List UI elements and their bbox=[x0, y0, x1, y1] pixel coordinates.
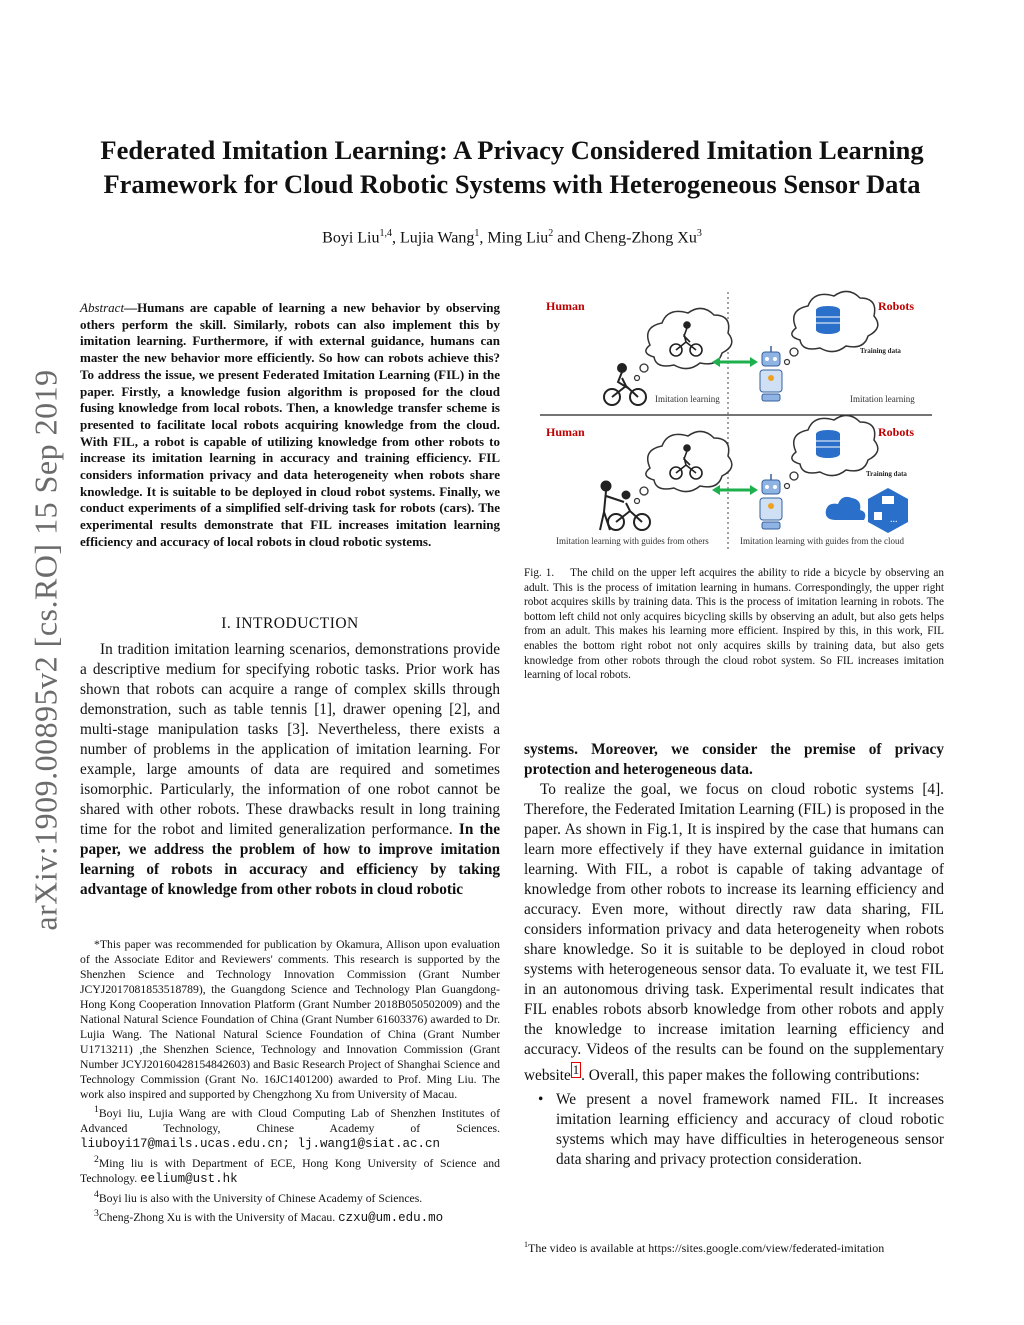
label-human-bottom: Human bbox=[546, 425, 585, 439]
database-icon bbox=[816, 306, 840, 334]
bullet-icon: • bbox=[538, 1091, 544, 1109]
ellipsis-icon: ... bbox=[890, 514, 898, 525]
list-item: • We present a novel framework named FIL. It increases imitation learning efficiency and accuracy of cloud robotic systems which may have difficulties in heterogeneous sensor data sharing and privacy protection consideration. bbox=[538, 1091, 944, 1169]
paragraph: To realize the goal, we focus on cloud robotic systems [4]. Therefore, the Federated Imitation Learning (FIL) is proposed in the paper. As shown in Fig.1, It is inspired by the case that humans can learn more effectively if they have external guidance in imitation learning. With FIL, a robot is capable of taking advantage of knowledge from other robots to increase its learning efficiency and accuracy. Even more, without directly raw data sharing, FIL considers information privacy and data heterogeneity when robots share knowledge. So it is suitable to be deployed in cloud robot systems with heterogeneous sensor data. To evaluate it, we test FIL in an autonomous driving task. Experimental result indicates that FIL enables robots absorb knowledge from other robots and apply the knowledge to increase imitation learning efficiency and accuracy. Videos of the results can be found on the supplementary website $^1$ . Overall, this paper makes the following contributions: bbox=[524, 781, 944, 1085]
author-affiliation: 3 bbox=[696, 228, 702, 239]
author-affiliation: 1,4 bbox=[379, 228, 392, 239]
author-affiliation: 2 bbox=[548, 228, 554, 239]
arxiv-sidebar bbox=[26, 350, 66, 950]
author-name: , Ming Liu bbox=[479, 229, 549, 247]
email: liuboyi17@mails.ucas.edu.cn; lj.wang1@siat.ac.cn bbox=[80, 1136, 441, 1151]
arxiv-identifier: arXiv:1909.00895v2 [cs.RO] 15 Sep 2019 bbox=[27, 369, 64, 931]
caption-text: The child on the upper left acquires the ability to ride a bicycle by observing an adult. This is the process of imitation learning in humans. Correspondingly, the upper right robot acquires skills by training data. This is the process of imitation learning in robots. The bottom left child not only acquires bicycling skills by observing an adult, but also gets helps from an adult. This makes his learning more efficient. Inspired by this, in this work, FIL enables the bottom right robot not only acquires skills by training data, but also gets knowledge from other robots through the cloud robot system. So FIL increases imitation learning of local robots. bbox=[524, 567, 944, 682]
figure-caption bbox=[524, 566, 944, 683]
paper-title bbox=[60, 133, 964, 201]
figure-1-diagram bbox=[540, 290, 932, 552]
footnote-link[interactable]: 1 bbox=[572, 1063, 580, 1077]
abstract-dash: — bbox=[124, 300, 138, 315]
label-human-top: Human bbox=[546, 299, 585, 313]
figure-1 bbox=[540, 290, 932, 552]
label-guides-right: Imitation learning with guides from the cloud bbox=[740, 536, 904, 546]
author-name: Boyi Liu bbox=[322, 229, 380, 247]
contribution-list bbox=[524, 1090, 944, 1170]
intro-plain: In tradition imitation learning scenarios, demonstrations provide a descriptive medium for specifying robotic tasks. Prior work has shown that robots can acquire a range of complex skills through demonstration, such as table tennis [1], drawer opening [2], and multi-stage manipulation tasks [3]. Nevertheless, there exists a number of problems in the application of imitation learning. For example, large amounts of data are required and sometimes isomorphic. Particularly, the information of one robot cannot be shared with other robots. These drawbacks result in long training time for the robot and limited generalization performance. bbox=[80, 641, 500, 838]
intro-bold: In the paper, we address the problem of how to improve imitation learning of robots in accuracy and efficiency by taking advantage of knowledge from other robots in cloud robotic bbox=[80, 821, 500, 898]
footnote-affiliation-1: $^1$Boyi liu, Lujia Wang are with Cloud Computing Lab of Shenzhen Institutes of Advanced Technology, Chinese Academy of Sciences. liuboyi17@mails.ucas.edu.cn; lj.wang1@siat.ac.cn bbox=[80, 1104, 500, 1151]
email: czxu@um.edu.mo bbox=[338, 1210, 444, 1225]
email: eelium@ust.hk bbox=[140, 1171, 238, 1186]
bold-continuation: systems. Moreover, we consider the premise of privacy protection and heterogeneous data. bbox=[524, 741, 944, 778]
abstract bbox=[80, 300, 500, 551]
cloud-robot-hexagon-icon bbox=[868, 488, 908, 533]
bidirectional-arrow-icon bbox=[712, 485, 758, 495]
abstract-label: Abstract bbox=[80, 300, 125, 315]
author-name: and Cheng-Zhong Xu bbox=[553, 229, 697, 247]
footnotes bbox=[80, 937, 500, 1226]
title-line-2: Framework for Cloud Robotic Systems with Heterogeneous Sensor Data bbox=[103, 169, 921, 199]
footnote-url-text: The video is available at https://sites.google.com/view/federated-imitation bbox=[528, 1241, 885, 1255]
bidirectional-arrow-icon bbox=[712, 357, 758, 367]
author-name: , Lujia Wang bbox=[392, 229, 475, 247]
label-training-data-bottom: Training data bbox=[866, 470, 907, 478]
label-imitation-left: Imitation learning bbox=[655, 394, 720, 404]
robot-icon bbox=[760, 474, 782, 529]
section-heading: I. INTRODUCTION bbox=[221, 615, 359, 632]
right-column-text bbox=[524, 740, 944, 1170]
funding-footnote: *This paper was recommended for publication by Okamura, Allison upon evaluation of the Associate Editor and Reviewers' comments. This research is supported by the Shenzhen Science and Technology Innovation Commission (Grant Number JCYJ2017081853518789), the Guangdong Science and Technology Plan Guangdong-Hong Kong Cooperation Innovation Platform (Grant Number 2018B050502009) and the National Natural Science Foundation of China (Grant Number 61603376) awarded to Dr. Lujia Wang. The National Natural Science Foundation of China (Grant Number U1713211) ,the Shenzhen Science, Technology and Innovation Commission (Grant Number JCYJ20160428154842603) and Basic Research Project of Shanghai Science and Technology Commission (Grant No. 16JC1401200) awarded to Prof. Ming Liu. The work also inspired and supported by Chengzhong Xu from University of Macau. bbox=[80, 938, 500, 1101]
robot-icon bbox=[760, 346, 782, 401]
cloud-icon bbox=[826, 497, 866, 520]
label-imitation-right: Imitation learning bbox=[850, 394, 915, 404]
child-cyclist-icon bbox=[604, 364, 646, 405]
label-training-data-top: Training data bbox=[860, 347, 901, 355]
author-list bbox=[60, 228, 964, 247]
caption-label: Fig. 1. bbox=[524, 567, 555, 579]
label-robots-top: Robots bbox=[878, 299, 915, 313]
label-guides-left: Imitation learning with guides from others bbox=[556, 536, 709, 546]
database-icon bbox=[816, 430, 840, 458]
right-footnote: $^1$The video is available at https://sites.google.com/view/federated-imitation bbox=[524, 1240, 885, 1255]
footnote-affiliation-4: $^4$Boyi liu is also with the University of Chinese Academy of Sciences. bbox=[94, 1188, 423, 1205]
footnote-affiliation-2: $^2$Ming liu is with Department of ECE, Hong Kong University of Science and Technology. eelium@ust.hk bbox=[80, 1153, 500, 1186]
abstract-text: Humans are capable of learning a new behavior by observing others perform the skill. Similarly, robots can also implement this by imitation learning. Furthermore, if with external guidance, humans can master the new behavior more efficiently. So how can robots achieve this? To address the issue, we present Federated Imitation Learning (FIL) in the paper. Firstly, a knowledge fusion algorithm is proposed for the cloud fusing knowledge from local robots. Then, a knowledge transfer scheme is presented to facilitate local robots acquiring knowledge from the cloud. With FIL, a robot is capable of utilizing knowledge from other robots to increase its imitation learning in accuracy and training efficiency. FIL considers information privacy and data heterogeneity when robots share knowledge. It is suitable to be deployed in cloud robot systems. Finally, we conduct experiments of a simplified self-driving task for robots (cars). The experimental results demonstrate that FIL increases imitation learning efficiency and accuracy of local robots in cloud robotic systems. bbox=[80, 300, 500, 549]
title-line-1: Federated Imitation Learning: A Privacy Considered Imitation Learning bbox=[100, 135, 924, 165]
introduction-text bbox=[80, 640, 500, 900]
footnote-affiliation-3: $^3$Cheng-Zhong Xu is with the University of Macau. czxu@um.edu.mo bbox=[94, 1207, 444, 1225]
author-affiliation: 1 bbox=[474, 228, 480, 239]
label-robots-bottom: Robots bbox=[878, 425, 915, 439]
